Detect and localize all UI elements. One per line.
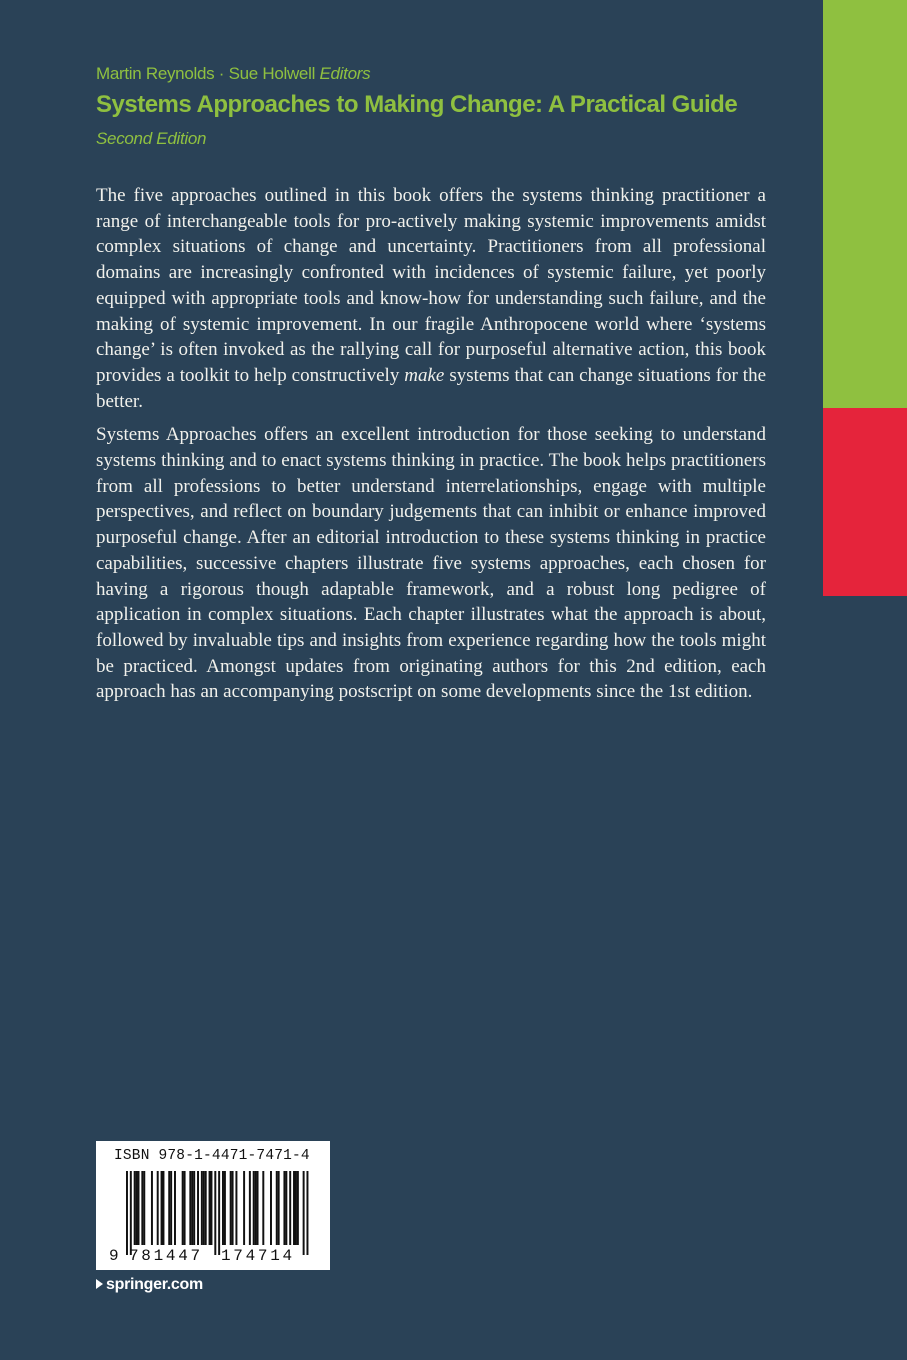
book-title: Systems Approaches to Making Change: A Practical Guide: [96, 91, 738, 118]
barcode-digits-left: 781447: [129, 1247, 203, 1265]
barcode-bar: [224, 1171, 226, 1245]
barcode-guard-bar: [130, 1171, 132, 1255]
barcode-bar: [257, 1171, 259, 1245]
editor-separator: ·: [218, 64, 225, 83]
publisher-link-text: springer.com: [106, 1276, 203, 1293]
barcode-bar: [270, 1171, 272, 1245]
barcode-guard-bar: [214, 1171, 216, 1255]
barcode-bar: [230, 1171, 232, 1245]
red-color-stripe: [823, 408, 907, 596]
barcode-bar: [170, 1171, 172, 1245]
publisher-link[interactable]: [96, 1276, 203, 1294]
barcode-bar: [283, 1171, 285, 1245]
isbn-barcode: [96, 1141, 330, 1270]
barcode-bar: [189, 1171, 191, 1245]
barcode-guard-bar: [126, 1171, 128, 1255]
editor-name-1: Martin Reynolds: [96, 64, 215, 83]
barcode-bar: [209, 1171, 211, 1245]
barcode-bar: [293, 1171, 295, 1245]
blurb-paragraph-2: Systems Approaches offers an excellent introduction for those seeking to understand systems thinking and to enact systems thinking in practice. The book helps practitioners from all professions to better understand interrelationships, engage with multiple perspectives, and reflect on boundary judgements that can inhibit or enhance improved purposeful change. After an editorial introduction to these systems thinking in practice capabilities, successive chapters illustrate five systems approaches, each chosen for having a rigorous though adaptable framework, and a robust long pedigree of application in complex situations. Each chapter illustrates what the approach is about, followed by invaluable tips and insights from experience regarding how the tools might be practiced. Amongst updates from originating authors for this 2nd edition, each approach has an accompanying postscript on some developments since the 1st edition.: [96, 424, 766, 703]
barcode-bar: [138, 1171, 140, 1245]
cover-header: [96, 62, 796, 151]
barcode-bar: [201, 1171, 203, 1245]
blurb-p1-emphasis: make: [404, 364, 445, 386]
barcode-bar: [134, 1171, 136, 1245]
barcode-bar: [182, 1171, 184, 1245]
barcode-bar: [295, 1171, 297, 1245]
barcode-bar: [289, 1171, 291, 1245]
barcode-digits-right: 174714: [221, 1247, 295, 1265]
barcode-bar: [161, 1171, 163, 1245]
barcode-guard-bar: [218, 1171, 220, 1255]
barcode-bar: [297, 1171, 299, 1245]
barcode-bar: [243, 1171, 245, 1245]
barcode-bar: [157, 1171, 159, 1245]
arrow-right-icon: [96, 1279, 103, 1289]
barcode-bar: [232, 1171, 234, 1245]
barcode-bar: [141, 1171, 143, 1245]
green-color-stripe: [823, 0, 907, 408]
isbn-label: ISBN 978-1-4471-7471-4: [114, 1148, 310, 1164]
barcode-guard-bar: [306, 1171, 308, 1255]
edition-label: Second Edition: [96, 129, 207, 148]
barcode-bar: [222, 1171, 224, 1245]
barcode-bar: [151, 1171, 153, 1245]
barcode-bar: [255, 1171, 257, 1245]
barcode-bar: [276, 1171, 278, 1245]
barcode-bar: [235, 1171, 237, 1245]
barcode-bar: [249, 1171, 251, 1245]
blurb-paragraph-1: [96, 183, 766, 414]
editors-role: Editors: [319, 64, 371, 83]
barcode-bar: [278, 1171, 280, 1245]
barcode-bar: [285, 1171, 287, 1245]
barcode-bar: [136, 1171, 138, 1245]
back-cover-blurb: [96, 183, 766, 713]
barcode-bar: [191, 1171, 193, 1245]
barcode-bar: [168, 1171, 170, 1245]
barcode-bar: [143, 1171, 145, 1245]
barcode-bar: [210, 1171, 212, 1245]
blurb-p1-text-end: systems that can change situations for the better.: [96, 364, 767, 412]
barcode-bar: [205, 1171, 207, 1245]
barcode-bar: [203, 1171, 205, 1245]
barcode-bar: [193, 1171, 195, 1245]
blurb-p1-text: The five approaches outlined in this book offers the systems thinking practitioner a range of interchangeable tools for pro-actively making systemic improvements amidst complex situations of change and uncertainty. Practitioners from all professional domains are increasingly confronted with incidences of systemic failure, yet poorly equipped with appropriate tools and know-how for understanding such failure, and the making of systemic improvement. In our fragile Anthropocene world where ‘systems change’ is often invoked as the rallying call for purposeful alternative action, this book provides a toolkit to help constructively: [96, 185, 766, 386]
barcode-bar: [197, 1171, 199, 1245]
barcode-bar: [253, 1171, 255, 1245]
editor-name-2: Sue Holwell: [228, 64, 316, 83]
barcode-bar: [162, 1171, 164, 1245]
barcode-guard-bar: [303, 1171, 305, 1255]
barcode-bar: [184, 1171, 186, 1245]
barcode-bar: [174, 1171, 176, 1245]
editors-line: [96, 62, 796, 86]
barcode-digit-first: 9: [109, 1247, 119, 1265]
barcode-bar: [262, 1171, 264, 1245]
